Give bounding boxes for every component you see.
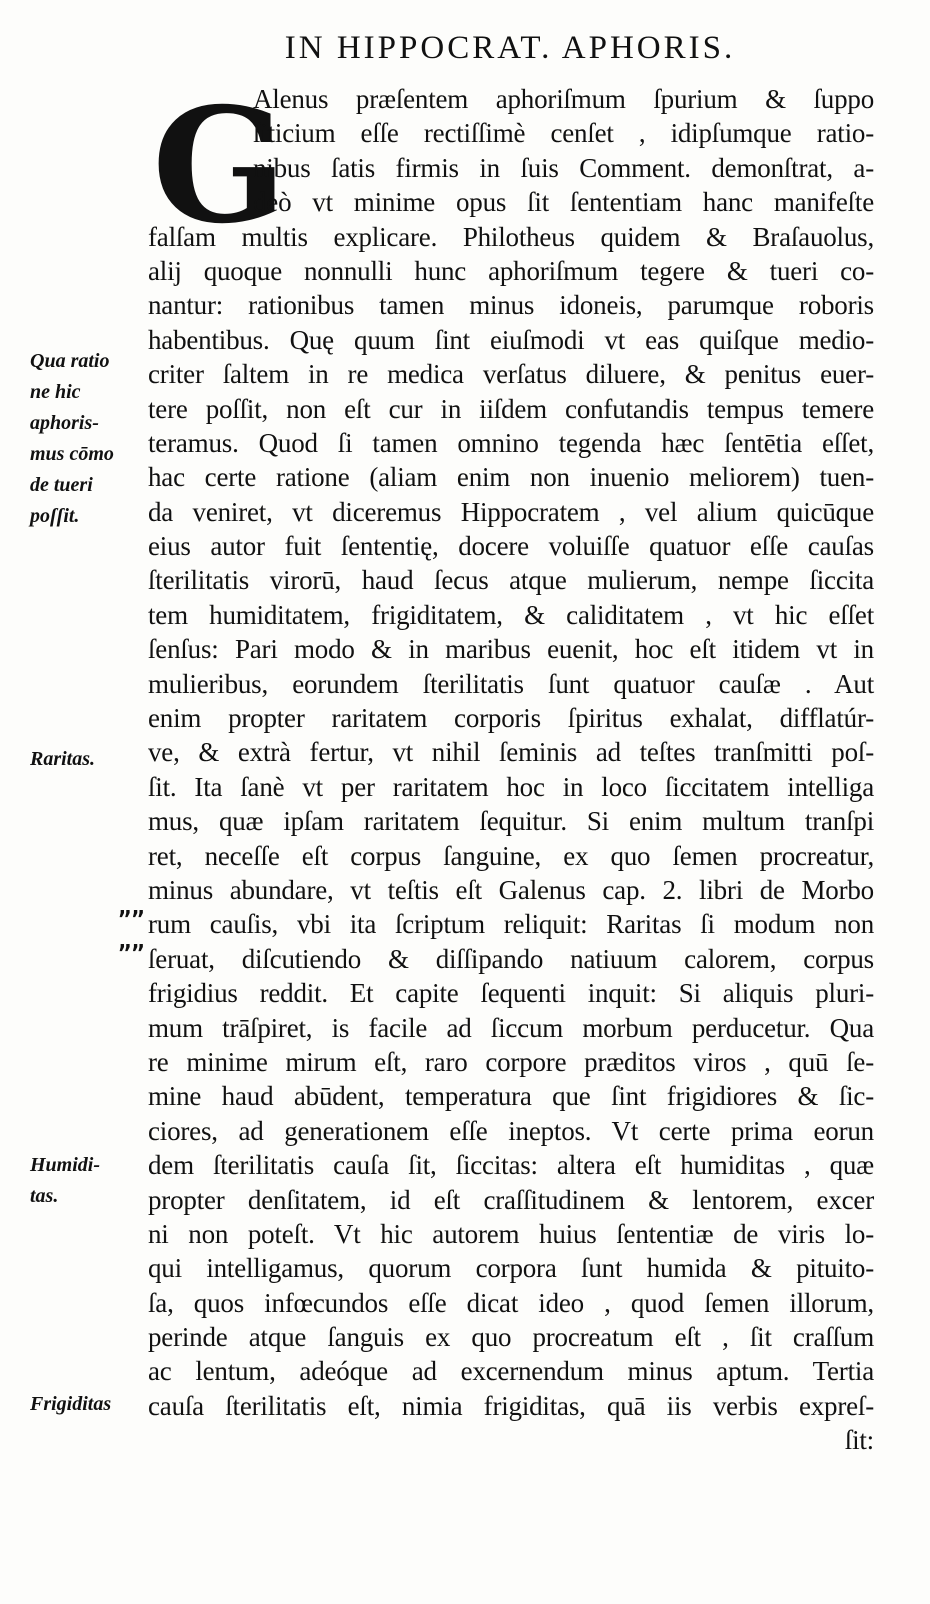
marginal-note-line: tas. xyxy=(30,1185,59,1207)
text-line: cauſa ſterilitatis eſt, nimia frigiditas, quā iis verbis expreſ- xyxy=(148,1390,874,1421)
quotation-mark: ”” xyxy=(118,942,145,967)
text-line: teramus. Quod ſi tamen omnino tegenda hæc ſentētia eſſet, xyxy=(148,427,874,458)
marginal-note-line: de tueri xyxy=(30,474,93,496)
text-line: ſa, quos infœcundos eſſe dicat ideo , quod ſemen illorum, xyxy=(148,1287,874,1318)
text-line: tem humiditatem, frigiditatem, & caliditatem , vt hic eſſet xyxy=(148,599,874,630)
text-line: mine haud abūdent, temperatura que ſint frigidiores & ſic- xyxy=(148,1081,874,1112)
text-line: Alenus præſentem aphoriſmum ſpurium & ſuppo xyxy=(253,84,874,114)
text-line: criter ſaltem in re medica verſatus diluere, & penitus euer- xyxy=(148,359,874,390)
text-line: ſiticium eſſe rectiſſimè cenſet , idipſumque ratio- xyxy=(253,118,874,149)
marginal-note-line: aphoris- xyxy=(30,412,99,434)
text-line: ſenſus: Pari modo & in maribus euenit, hoc eſt itidem vt in xyxy=(148,634,874,665)
text-line: ciores, ad generationem eſſe ineptos. Vt certe prima eorun xyxy=(148,1115,874,1146)
marginal-note-qua-ratio xyxy=(30,346,145,532)
text-line: ſit: xyxy=(844,1425,874,1456)
marginal-note-line: ne hic xyxy=(30,381,81,403)
text-line: da veniret, vt diceremus Hippocratem , vel alium quicūque xyxy=(148,496,874,527)
text-line: frigidius reddit. Et capite ſequenti inquit: Si aliquis pluri- xyxy=(148,978,874,1009)
marginal-note-line: mus cōmo xyxy=(30,443,114,465)
text-line: ſit. Ita ſanè vt per raritatem hoc in loco ſiccitatem intelliga xyxy=(148,771,874,802)
text-line: rum cauſis, vbi ita ſcriptum reliquit: Raritas ſi modum non xyxy=(148,909,874,940)
marginal-note-humiditas xyxy=(30,1150,145,1212)
text-line: qui intelligamus, quorum corpora ſunt humida & pituito- xyxy=(148,1253,874,1284)
marginal-note-line: Humidi- xyxy=(30,1154,101,1176)
running-head: IN HIPPOCRAT. APHORIS. xyxy=(284,30,736,66)
marginal-note-line: poſſit. xyxy=(30,505,80,527)
text-line: deò vt minime opus ſit ſententiam hanc manifeſte xyxy=(253,187,874,218)
text-line: ret, neceſſe eſt corpus ſanguine, ex quo ſemen procreatur, xyxy=(148,840,874,871)
text-line: propter denſitatem, id eſt craſſitudinem & lentorem, excer xyxy=(148,1184,874,1215)
text-line: alij quoque nonnulli hunc aphoriſmum tegere & tueri co- xyxy=(148,255,874,286)
quotation-mark: ”” xyxy=(118,908,145,933)
text-line: habentibus. Quę quum ſint eiuſmodi vt eas quiſque medio- xyxy=(148,324,874,355)
text-line: mum trāſpiret, is facile ad ſiccum morbum perducetur. Qua xyxy=(148,1012,874,1043)
marginal-note-raritas: Raritas. xyxy=(30,748,96,770)
text-line: mulieribus, eorundem ſterilitatis ſunt quatuor cauſæ . Aut xyxy=(148,668,874,699)
text-line: nantur: rationibus tamen minus idoneis, parumque roboris xyxy=(148,290,874,321)
text-line: tere poſſit, non eſt cur in iiſdem confutandis tempus temere xyxy=(148,393,874,424)
text-line: nibus ſatis firmis in ſuis Comment. demonſtrat, a- xyxy=(253,152,874,183)
text-line: enim propter raritatem corporis ſpiritus exhalat, difflatúr- xyxy=(148,703,874,734)
text-line: minus abundare, vt teſtis eſt Galenus cap. 2. libri de Morbo xyxy=(148,874,874,905)
text-line: hac certe ratione (aliam enim non inuenio meliorem) tuen- xyxy=(148,462,874,493)
drop-capital: G xyxy=(152,74,287,259)
main-text-block xyxy=(148,74,874,1458)
text-line: eius autor fuit ſententię, docere voluiſſe quatuor eſſe cauſas xyxy=(148,531,874,562)
text-line: mus, quæ ipſam raritatem ſequitur. Si enim multum tranſpi xyxy=(148,806,874,837)
text-line: ac lentum, adeóque ad excernendum minus aptum. Tertia xyxy=(148,1356,874,1387)
text-line: ve, & extrà fertur, vt nihil ſeminis ad teſtes tranſmitti poſ- xyxy=(148,737,874,768)
marginal-note-line: Qua ratio xyxy=(30,350,110,372)
text-line: perinde atque ſanguis ex quo procreatum eſt , ſit craſſum xyxy=(148,1322,874,1353)
marginal-note-frigiditas: Frigiditas xyxy=(30,1393,112,1415)
text-line: ſeruat, diſcutiendo & diſſipando natiuum calorem, corpus xyxy=(148,943,874,974)
text-line: ni non poteſt. Vt hic autorem huius ſententiæ de viris lo- xyxy=(148,1218,874,1249)
text-line: ſterilitatis virorū, haud ſecus atque mulierum, nempe ſiccita xyxy=(148,565,874,596)
text-line: falſam multis explicare. Philotheus quidem & Braſauolus, xyxy=(148,221,874,252)
text-line: re minime mirum eſt, raro corpore præditos viros , quū ſe- xyxy=(148,1046,874,1077)
text-line: dem ſterilitatis cauſa ſit, ſiccitas: altera eſt humiditas , quæ xyxy=(148,1150,874,1181)
